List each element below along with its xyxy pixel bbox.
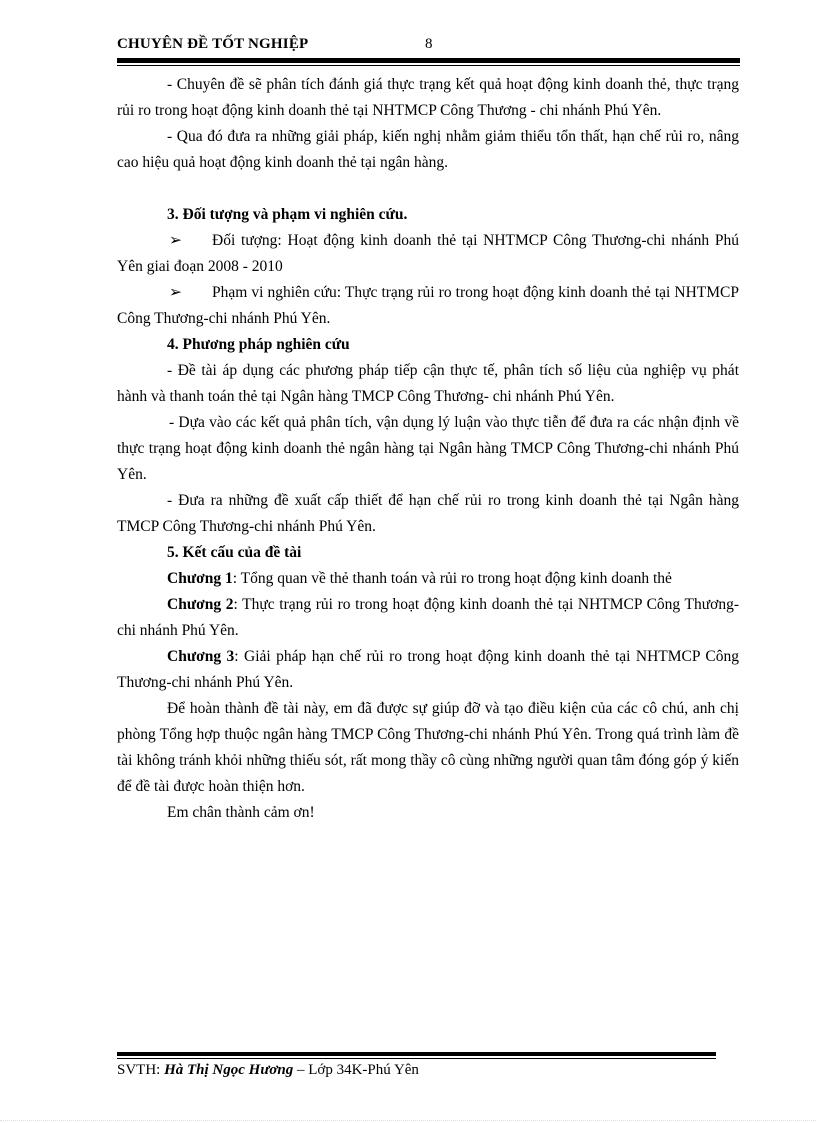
- paragraph: - Đưa ra những đề xuất cấp thiết để hạn chế rủi ro trong kinh doanh thẻ tại Ngân hàng TMCP Công Thương-chi nhánh Phú Yên.: [117, 492, 739, 535]
- chapter-text: : Tổng quan về thẻ thanh toán và rủi ro trong hoạt động kinh doanh thẻ: [232, 570, 672, 587]
- chapter-label: Chương 1: [167, 570, 233, 587]
- footer-rule: [117, 1052, 716, 1057]
- paragraph: Để hoàn thành đề tài này, em đã được sự giúp đỡ và tạo điều kiện của các cô chú, anh chị phòng Tổng hợp thuộc ngân hàng TMCP Công Thương-chi nhánh Phú Yên. Trong quá trình làm đề tài không tránh khỏi những thiếu sót, rất mong thầy cô cùng những người quan tâm đóng góp ý kiến để đề tài được hoàn thiện hơn.: [117, 700, 739, 795]
- paragraph: Em chân thành cảm ơn!: [167, 804, 315, 821]
- chapter-text: : Thực trạng rủi ro trong hoạt động kinh doanh thẻ tại NHTMCP Công Thương-chi nhánh Phú Yên.: [117, 596, 739, 639]
- footer-class: – Lớp 34K-Phú Yên: [293, 1062, 419, 1078]
- chapter-label: Chương 2: [167, 596, 234, 613]
- chapter-item: [117, 644, 739, 696]
- page-number: 8: [425, 36, 433, 52]
- bullet-item: [117, 280, 739, 332]
- arrow-bullet-icon: ➢: [169, 232, 182, 249]
- chapter-label: Chương 3: [167, 648, 235, 665]
- chapter-item: [117, 566, 739, 592]
- paragraph: - Dựa vào các kết quả phân tích, vận dụng lý luận vào thực tiễn để đưa ra các nhận định về thực trạng hoạt động kinh doanh thẻ ngân hàng tại Ngân hàng TMCP Công Thương-chi nhánh Phú Yên.: [117, 414, 739, 483]
- bullet-text: Phạm vi nghiên cứu: Thực trạng rủi ro trong hoạt động kinh doanh thẻ tại NHTMCP Công Thương-chi nhánh Phú Yên.: [117, 284, 739, 327]
- bullet-item: [117, 228, 739, 280]
- bullet-text: Đối tượng: Hoạt động kinh doanh thẻ tại NHTMCP Công Thương-chi nhánh Phú Yên giai đoạn 2008 - 2010: [117, 232, 739, 275]
- paragraph: - Đề tài áp dụng các phương pháp tiếp cận thực tế, phân tích số liệu của nghiệp vụ phát hành và thanh toán thẻ tại Ngân hàng TMCP Công Thương- chi nhánh Phú Yên.: [117, 362, 739, 405]
- header-rule: [117, 58, 740, 63]
- chapter-item: [117, 592, 739, 644]
- section-heading: 4. Phương pháp nghiên cứu: [167, 336, 350, 353]
- section-heading: 5. Kết cấu của đề tài: [167, 544, 302, 561]
- arrow-bullet-icon: ➢: [169, 284, 182, 301]
- page-header: [117, 36, 740, 56]
- paragraph: - Chuyên đề sẽ phân tích đánh giá thực trạng kết quả hoạt động kinh doanh thẻ, thực trạng rủi ro trong hoạt động kinh doanh thẻ tại NHTMCP Công Thương - chi nhánh Phú Yên.: [117, 76, 739, 119]
- section-heading: 3. Đối tượng và phạm vi nghiên cứu.: [167, 206, 408, 223]
- chapter-text: : Giải pháp hạn chế rủi ro trong hoạt động kinh doanh thẻ tại NHTMCP Công Thương-chi nhánh Phú Yên.: [117, 648, 739, 691]
- footer-prefix: SVTH:: [117, 1062, 165, 1078]
- paragraph: - Qua đó đưa ra những giải pháp, kiến nghị nhằm giảm thiểu tổn thất, hạn chế rủi ro, nâng cao hiệu quả hoạt động kinh doanh thẻ tại ngân hàng.: [117, 128, 739, 171]
- header-title: CHUYÊN ĐỀ TỐT NGHIỆP: [117, 36, 309, 52]
- page-footer: [117, 1062, 419, 1079]
- blank-line: [117, 176, 739, 202]
- page-boundary: [0, 1120, 816, 1121]
- document-body: [117, 72, 739, 826]
- student-name: Hà Thị Ngọc Hương: [164, 1062, 294, 1078]
